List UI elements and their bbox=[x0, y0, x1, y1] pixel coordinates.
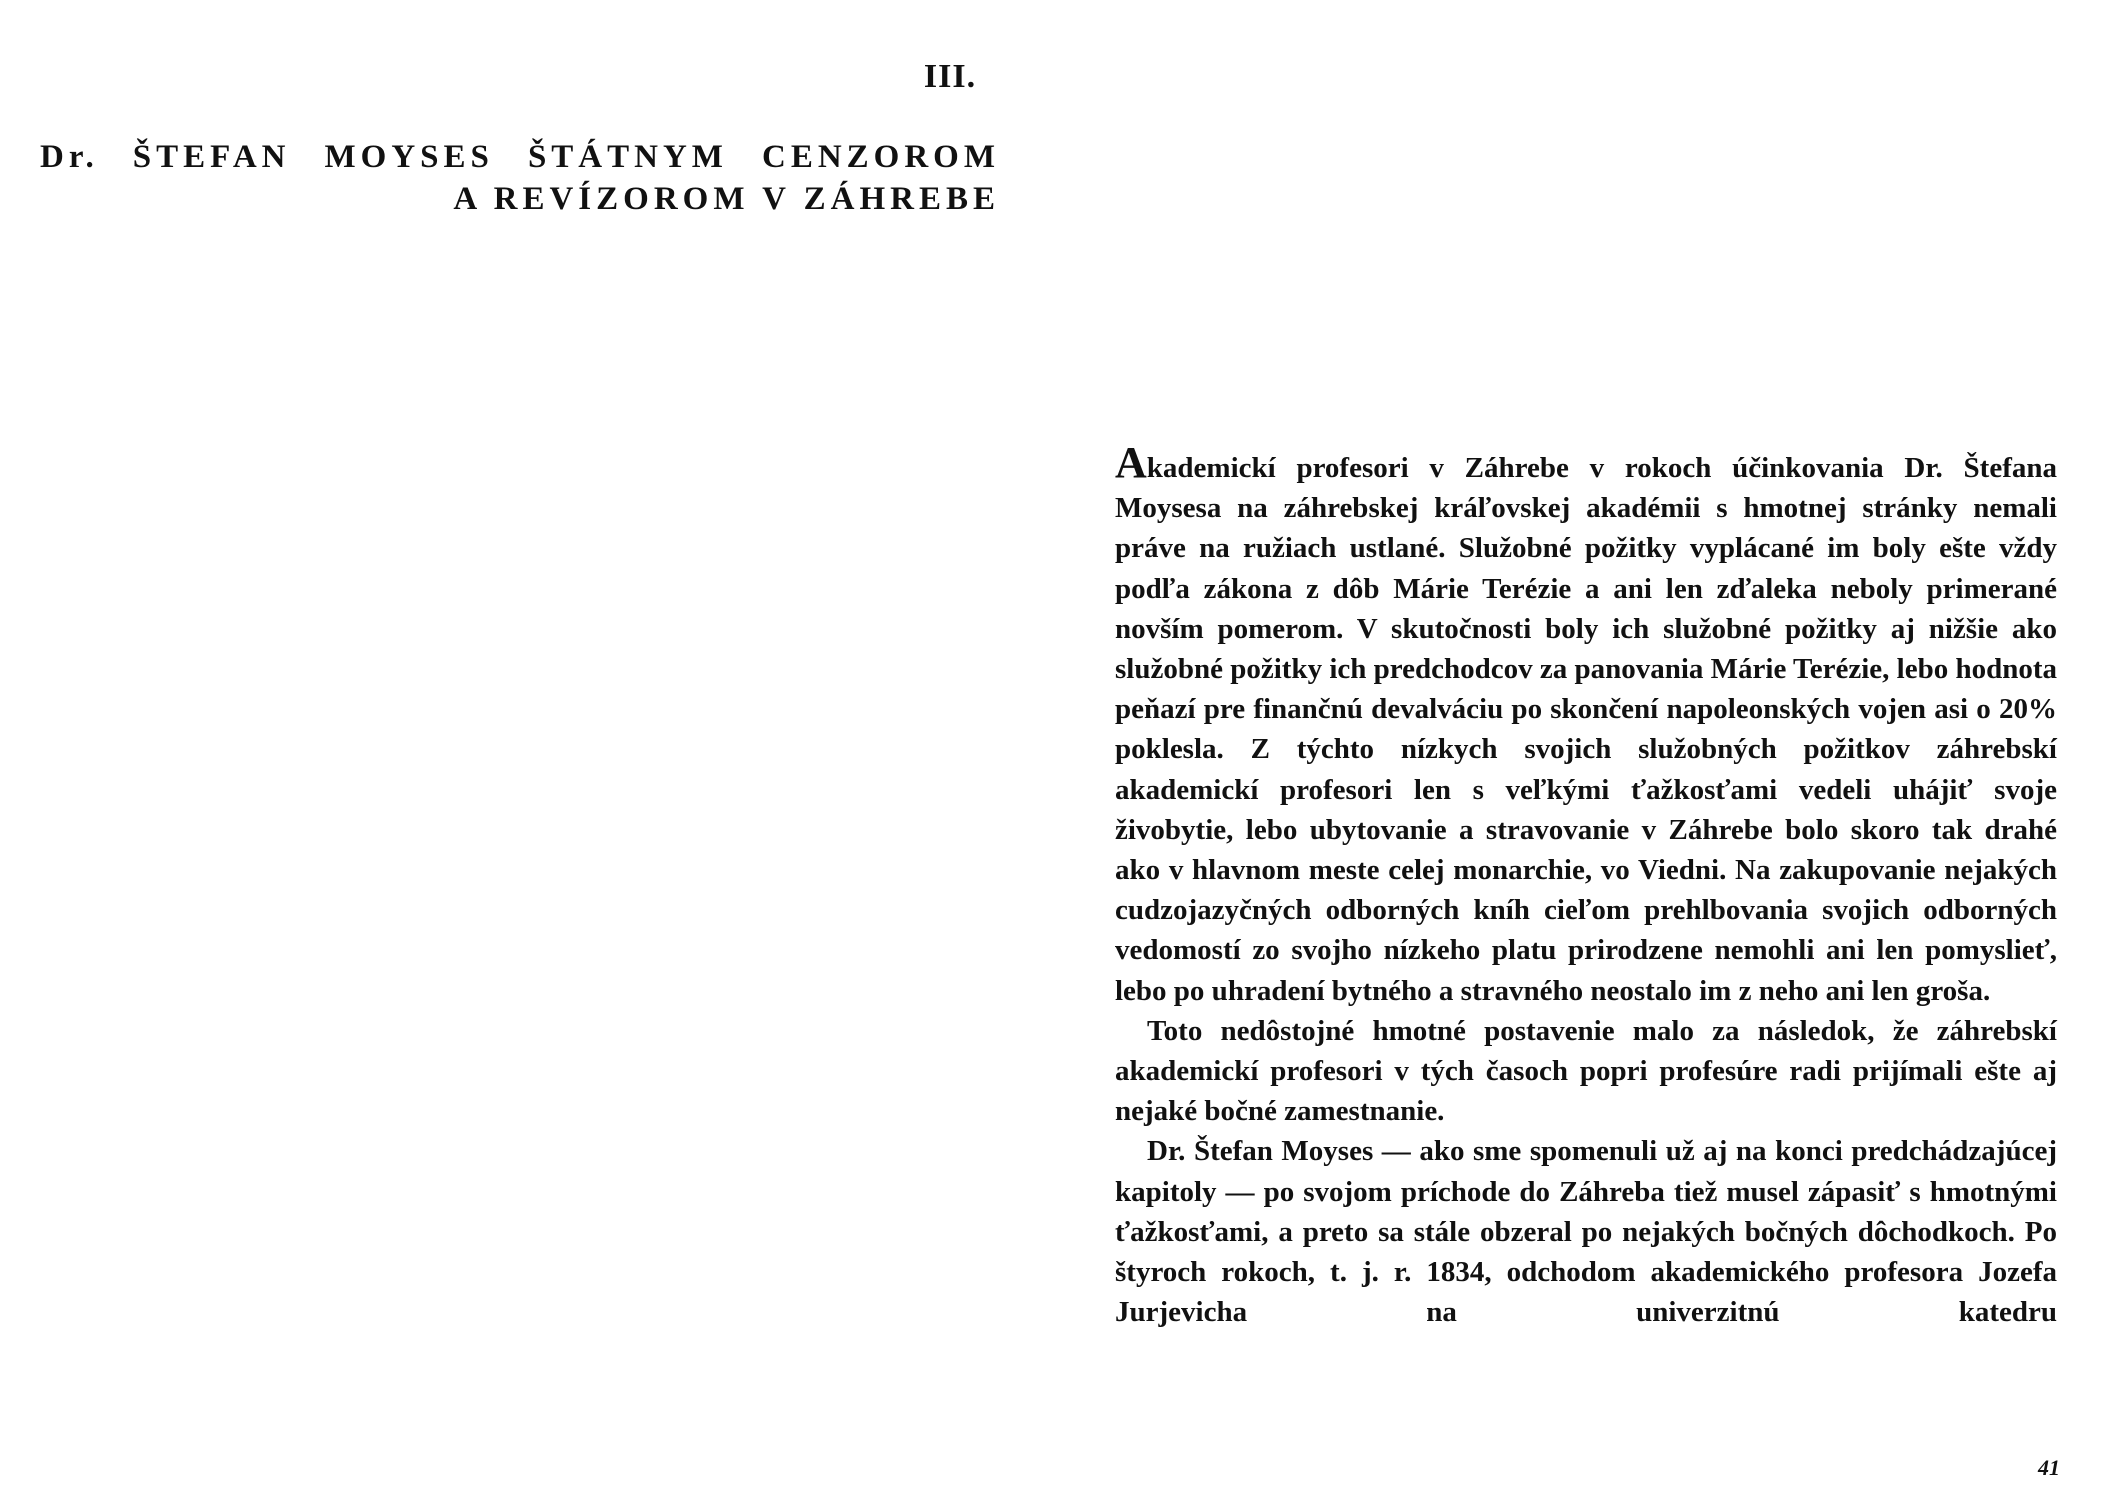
page-number: 41 bbox=[2038, 1455, 2060, 1480]
chapter-title bbox=[40, 136, 1000, 220]
paragraph-1-text: kademickí profesori v Záhrebe v rokoch účinkovania Dr. Štefana Moysesa na záhrebskej kráľovskej akadémii s hmotnej stránky nemali práve na ružiach ustlané. Služobné požitky vyplácané im boly ešte vždy podľa zákona z dôb Márie Terézie a ani len zďaleka neboly primerané novším pomerom. V skutočnosti boly ich služobné požitky aj nižšie ako služobné požitky ich predchodcov za panovania Márie Terézie, lebo hodnota peňazí pre finančnú devalváciu po skončení napoleonských vojen asi o 20% poklesla. Z týchto nízkych svojich služobných požitkov záhrebskí akademickí profesori len s veľkými ťažkosťami vedeli uhájiť svoje živobytie, lebo ubytovanie a stravovanie v Záhrebe bolo skoro tak drahé ako v hlavnom meste celej monarchie, vo Viedni. Na zakupovanie nejakých cudzojazyčných odborných kníh cieľom prehlbovania svojich odborných vedomostí zo svojho nízkeho platu prirodzene nemohli ani len pomyslieť, lebo po uhradení bytného a stravného neostalo im z neho ani len groša. bbox=[1115, 452, 2058, 1007]
paragraph-1 bbox=[1115, 438, 2058, 1011]
right-page bbox=[1060, 0, 2106, 1500]
chapter-title-line-2: A REVÍZOROM V ZÁHREBE bbox=[453, 181, 1000, 217]
paragraph-3: Dr. Štefan Moyses — ako sme spomenuli už aj na konci predchádzajúcej kapitoly — po svojom príchode do Záhreba tiež musel zápasiť s hmotnými ťažkosťami, a preto sa stále obzeral po nejakých bočných dôchodkoch. Po štyroch rokoch, t. j. r. 1834, odchodom akademického profesora Jozefa Jurjevicha na univerzitnú katedru bbox=[1115, 1135, 2057, 1329]
drop-letter: A bbox=[1115, 438, 1147, 487]
body-text bbox=[1115, 438, 2058, 1332]
chapter-title-line-1: Dr. ŠTEFAN MOYSES ŠTÁTNYM CENZOROM bbox=[40, 139, 1000, 175]
paragraph-2: Toto nedôstojné hmotné postavenie malo za následok, že záhrebskí akademickí profesori v tých časoch popri profesúre radi prijímali ešte aj nejaké bočné zamestnanie. bbox=[1115, 1014, 2057, 1128]
chapter-number: III. bbox=[923, 58, 977, 95]
left-page bbox=[0, 0, 1040, 1500]
